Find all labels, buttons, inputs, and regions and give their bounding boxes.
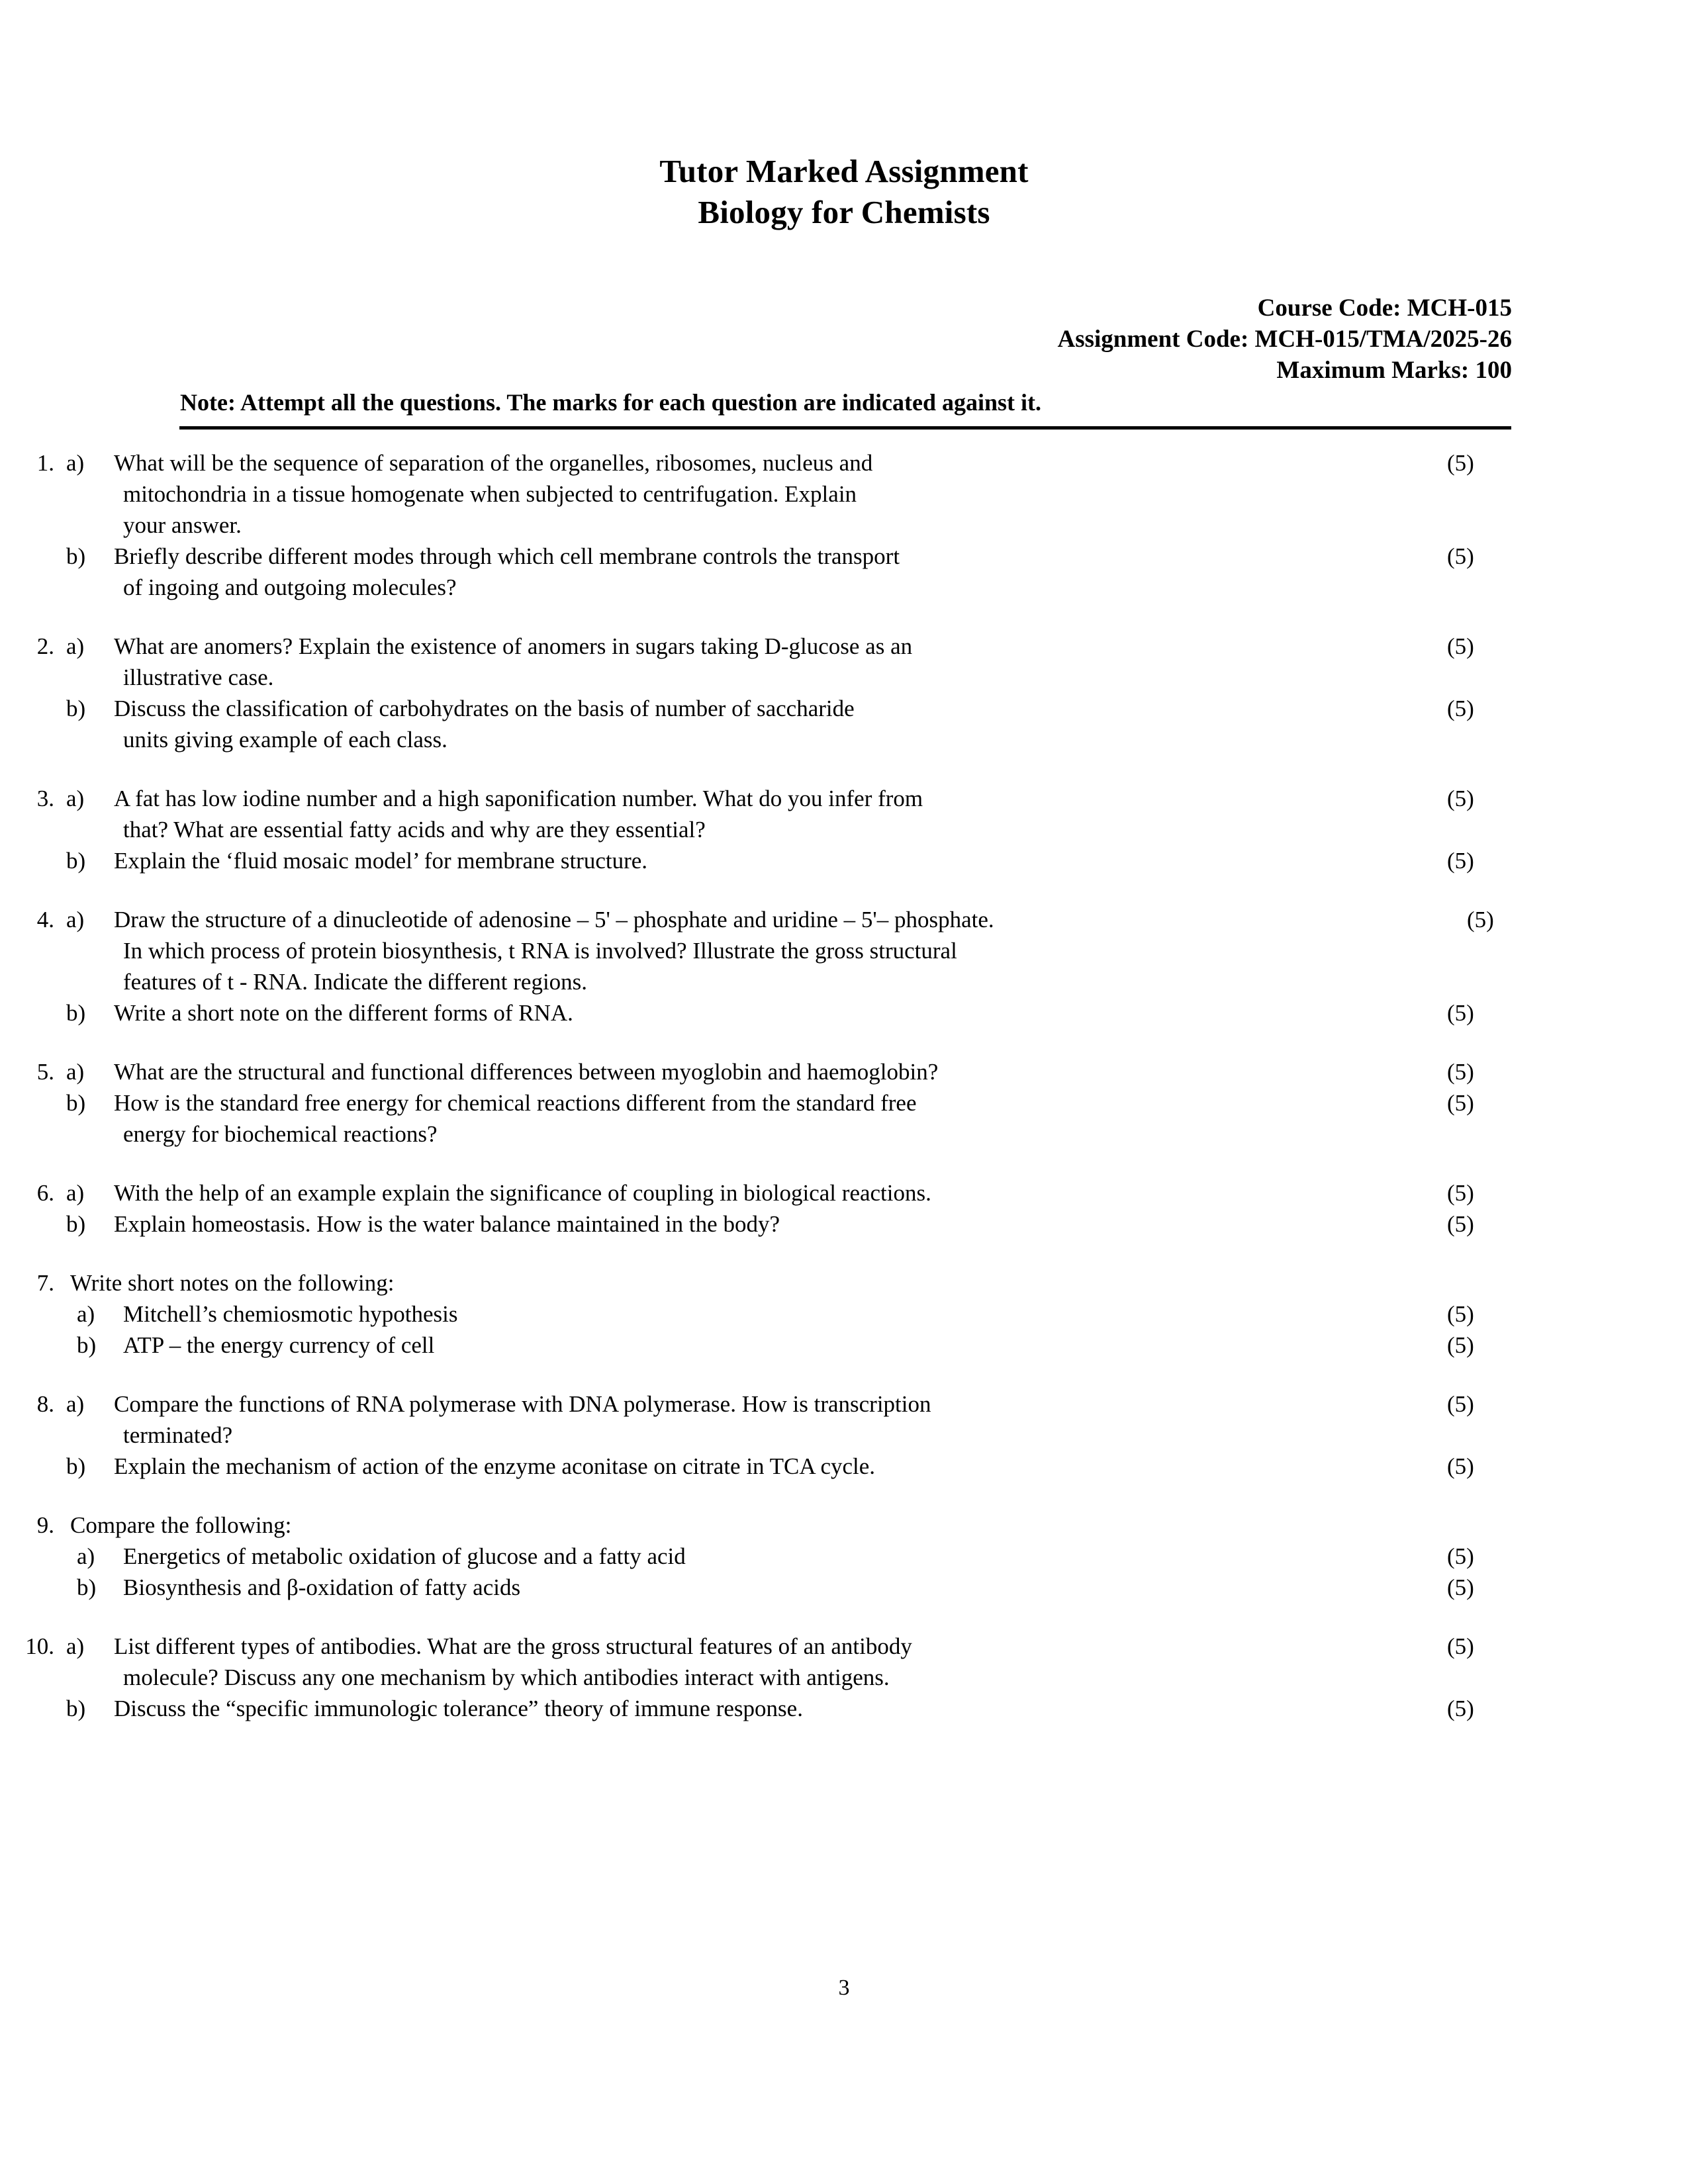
part-text-line: that? What are essential fatty acids and why are they essential?	[123, 817, 706, 842]
part-letter: b)	[66, 1453, 86, 1479]
part-text-line: ATP – the energy currency of cell	[123, 1332, 435, 1358]
question-part-row	[0, 1693, 1512, 1724]
part-text-line: mitochondria in a tissue homogenate when subjected to centrifugation. Explain	[123, 481, 857, 507]
part-marks: (5)	[1447, 848, 1474, 874]
question-part-row	[0, 904, 1512, 997]
question-block	[0, 783, 1688, 876]
part-text-line: With the help of an example explain the significance of coupling in biological reactions.	[114, 1180, 931, 1206]
question-part-row	[0, 997, 1512, 1028]
question-part-row	[0, 447, 1512, 541]
part-marks: (5)	[1447, 450, 1474, 476]
question-block	[0, 1388, 1688, 1482]
part-marks: (5)	[1447, 1453, 1474, 1479]
question-part-row	[0, 1388, 1512, 1451]
part-letter: a)	[66, 1633, 85, 1659]
question-header-text: Write short notes on the following:	[70, 1270, 395, 1296]
page-footer	[0, 1976, 1688, 2001]
part-text-line: energy for biochemical reactions?	[123, 1121, 438, 1147]
part-text-line: Energetics of metabolic oxidation of glucose and a fatty acid	[123, 1543, 686, 1569]
question-number: 6.	[36, 1180, 54, 1206]
question-part-row	[0, 1208, 1512, 1240]
part-text-line: units giving example of each class.	[123, 727, 447, 752]
question-part-row	[0, 1087, 1512, 1150]
part-text	[114, 1572, 1406, 1603]
part-letter: a)	[66, 1059, 85, 1085]
part-letter: a)	[66, 907, 85, 933]
part-text	[114, 1388, 1406, 1451]
part-letter: a)	[66, 450, 85, 476]
part-text	[114, 997, 1406, 1028]
question-number: 1.	[36, 450, 54, 476]
question-part-row	[0, 1056, 1512, 1087]
part-text	[114, 1330, 1406, 1361]
question-number: 7.	[36, 1270, 54, 1296]
part-letter: a)	[66, 633, 85, 659]
part-marks: (5)	[1447, 1180, 1474, 1206]
part-text-line: Discuss the “specific immunologic tolerance” theory of immune response.	[114, 1696, 803, 1721]
question-header-row	[0, 1510, 1512, 1541]
question-header-text: Compare the following:	[70, 1512, 292, 1538]
document-title-line-1: Tutor Marked Assignment	[659, 153, 1029, 189]
maximum-marks: Maximum Marks: 100	[1276, 357, 1512, 384]
part-letter: a)	[77, 1301, 95, 1327]
question-block	[0, 904, 1688, 1028]
part-text-line: What will be the sequence of separation of the organelles, ribosomes, nucleus and	[114, 450, 873, 476]
part-marks: (5)	[1447, 786, 1474, 811]
part-text-line: Compare the functions of RNA polymerase with DNA polymerase. How is transcription	[114, 1391, 931, 1417]
part-text	[114, 1298, 1406, 1330]
part-text	[114, 447, 1406, 541]
part-text-line: Mitchell’s chemiosmotic hypothesis	[123, 1301, 458, 1327]
part-text-line: your answer.	[123, 512, 242, 538]
questions-list	[0, 447, 1688, 1752]
question-number: 2.	[36, 633, 54, 659]
part-text-line: Explain the ‘fluid mosaic model’ for membrane structure.	[114, 848, 648, 874]
question-part-row	[0, 631, 1512, 693]
part-text-line: What are anomers? Explain the existence of anomers in sugars taking D-glucose as an	[114, 633, 913, 659]
question-block	[0, 1267, 1688, 1361]
question-part-row	[0, 783, 1512, 845]
question-number: 5.	[36, 1059, 54, 1085]
question-block	[0, 1510, 1688, 1603]
part-letter: a)	[66, 786, 85, 811]
question-number: 4.	[36, 907, 54, 933]
part-text-line: terminated?	[123, 1422, 233, 1448]
question-number: 10.	[25, 1633, 54, 1659]
part-text-line: Discuss the classification of carbohydrates on the basis of number of saccharide	[114, 696, 855, 721]
part-letter: b)	[66, 1090, 86, 1116]
part-text-line: of ingoing and outgoing molecules?	[123, 574, 457, 600]
question-part-row	[0, 1298, 1512, 1330]
course-meta-block	[0, 293, 1512, 386]
part-letter: b)	[66, 1696, 86, 1721]
part-text-line: illustrative case.	[123, 664, 274, 690]
part-letter: b)	[77, 1574, 97, 1600]
part-text-line: Write a short note on the different forms of RNA.	[114, 1000, 573, 1026]
part-text	[114, 783, 1406, 845]
header-divider	[179, 426, 1511, 430]
question-part-row	[0, 693, 1512, 755]
part-marks: (5)	[1447, 633, 1474, 659]
part-text	[114, 693, 1406, 755]
question-part-row	[0, 1541, 1512, 1572]
question-block	[0, 1056, 1688, 1150]
part-text	[114, 1693, 1406, 1724]
question-part-row	[0, 1177, 1512, 1208]
part-text	[114, 1208, 1406, 1240]
course-code: Course Code: MCH-015	[1257, 295, 1512, 322]
question-block	[0, 1177, 1688, 1240]
part-text-line: Briefly describe different modes through which cell membrane controls the transport	[114, 543, 900, 569]
question-part-row	[0, 1451, 1512, 1482]
question-part-row	[0, 1572, 1512, 1603]
part-text	[114, 1177, 1406, 1208]
part-text	[114, 1087, 1406, 1150]
part-letter: b)	[66, 1000, 86, 1026]
question-header-row	[0, 1267, 1512, 1298]
question-part-row	[0, 845, 1512, 876]
part-text-line: Draw the structure of a dinucleotide of adenosine – 5' – phosphate and uridine – 5'– phosphate.	[114, 907, 994, 933]
part-text-line: Biosynthesis and β-oxidation of fatty acids	[123, 1574, 521, 1600]
part-text-line: How is the standard free energy for chemical reactions different from the standard free	[114, 1090, 917, 1116]
part-text-line: What are the structural and functional differences between myoglobin and haemoglobin?	[114, 1059, 939, 1085]
part-letter: a)	[66, 1180, 85, 1206]
part-marks: (5)	[1447, 543, 1474, 569]
question-block	[0, 631, 1688, 755]
part-text-line: A fat has low iodine number and a high saponification number. What do you infer from	[114, 786, 923, 811]
part-text-line: Explain the mechanism of action of the enzyme aconitase on citrate in TCA cycle.	[114, 1453, 876, 1479]
part-marks: (5)	[1447, 1211, 1474, 1237]
part-marks: (5)	[1447, 1059, 1474, 1085]
question-number: 8.	[36, 1391, 54, 1417]
part-marks: (5)	[1447, 1090, 1474, 1116]
part-marks: (5)	[1447, 1633, 1474, 1659]
question-part-row	[0, 1631, 1512, 1693]
part-text	[114, 631, 1406, 693]
part-text-line: In which process of protein biosynthesis, t RNA is involved? Illustrate the gross structural	[123, 938, 957, 964]
part-text-line: features of t - RNA. Indicate the different regions.	[123, 969, 588, 995]
part-marks: (5)	[1447, 1332, 1474, 1358]
part-text-line: molecule? Discuss any one mechanism by which antibodies interact with antigens.	[123, 1664, 890, 1690]
instruction-note: Note: Attempt all the questions. The marks for each question are indicated against it.	[180, 389, 1041, 416]
part-letter: a)	[66, 1391, 85, 1417]
part-text	[114, 1451, 1406, 1482]
assignment-code: Assignment Code: MCH-015/TMA/2025-26	[1057, 326, 1512, 353]
part-text	[114, 845, 1406, 876]
part-marks: (5)	[1447, 1391, 1474, 1417]
question-block	[0, 447, 1688, 603]
part-marks: (5)	[1447, 1000, 1474, 1026]
part-text	[114, 1056, 1406, 1087]
part-letter: a)	[77, 1543, 95, 1569]
question-number: 3.	[36, 786, 54, 811]
part-marks: (5)	[1447, 1696, 1474, 1721]
question-number: 9.	[36, 1512, 54, 1538]
part-letter: b)	[66, 696, 86, 721]
part-marks: (5)	[1447, 1301, 1474, 1327]
part-marks: (5)	[1467, 907, 1494, 933]
part-text	[114, 1631, 1406, 1693]
part-text-line: Explain homeostasis. How is the water balance maintained in the body?	[114, 1211, 780, 1237]
question-part-row	[0, 541, 1512, 603]
part-text	[114, 1541, 1406, 1572]
part-text-line: List different types of antibodies. What are the gross structural features of an antibody	[114, 1633, 912, 1659]
part-marks: (5)	[1447, 1574, 1474, 1600]
part-letter: b)	[66, 848, 86, 874]
part-letter: b)	[66, 1211, 86, 1237]
page-number: 3	[838, 1976, 850, 2000]
part-text	[114, 541, 1406, 603]
question-part-row	[0, 1330, 1512, 1361]
part-text	[114, 904, 1406, 997]
document-title-line-2: Biology for Chemists	[698, 194, 990, 230]
part-letter: b)	[66, 543, 86, 569]
title-block	[0, 151, 1688, 233]
part-letter: b)	[77, 1332, 97, 1358]
question-block	[0, 1631, 1688, 1724]
part-marks: (5)	[1447, 1543, 1474, 1569]
part-marks: (5)	[1447, 696, 1474, 721]
